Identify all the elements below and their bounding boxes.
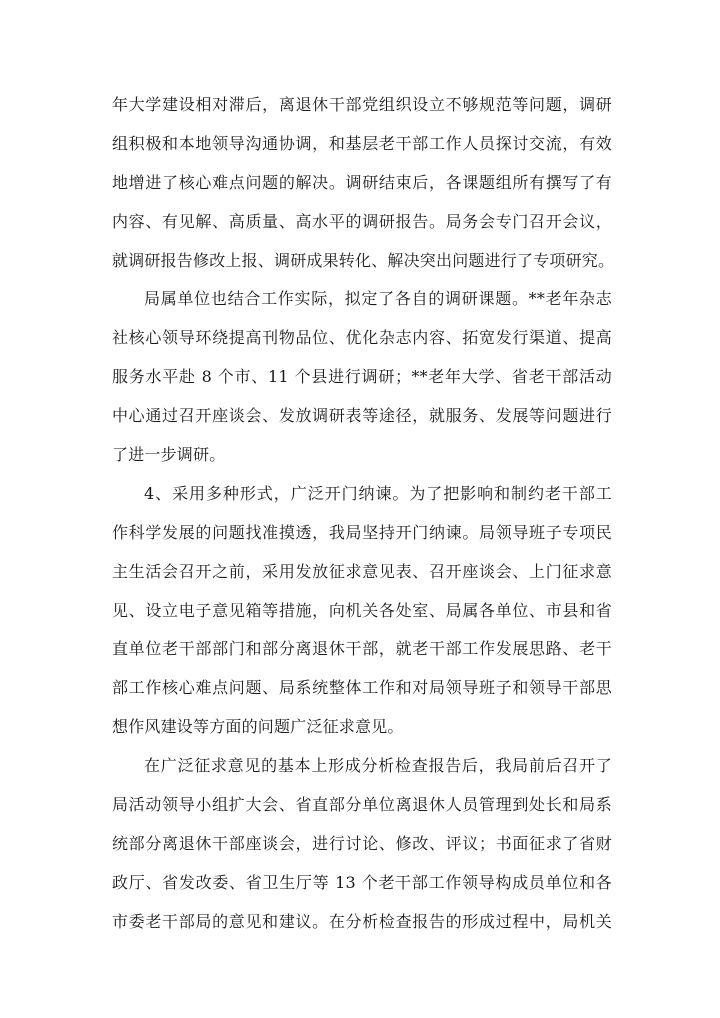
text-line: 地增进了核心难点问题的解决。调研结束后，各课题组所有撰写了有 bbox=[112, 172, 612, 192]
text-line: 就调研报告修改上报、调研成果转化、解决突出问题进行了专项研究。 bbox=[112, 250, 615, 270]
paragraph-start-line: 4、采用多种形式，广泛开门纳谏。为了把影响和制约老干部工 bbox=[144, 483, 612, 503]
text-line: 社核心领导环绕提高刊物品位、优化杂志内容、拓宽发行渠道、提高 bbox=[112, 328, 612, 348]
text-line: 服务水平赴 8 个市、11 个县进行调研；**老年大学、省老干部活动 bbox=[112, 367, 612, 387]
text-line: 主生活会召开之前，采用发放征求意见表、召开座谈会、上门征求意 bbox=[112, 561, 612, 581]
text-line: 年大学建设相对滞后，离退休干部党组织设立不够规范等问题，调研 bbox=[112, 95, 612, 114]
text-line: 政厅、省发改委、省卫生厅等 13 个老干部工作领导构成员单位和各 bbox=[112, 872, 612, 892]
text-line: 组积极和本地领导沟通协调，和基层老干部工作人员探讨交流，有效 bbox=[112, 133, 612, 153]
text-line: 内容、有见解、高质量、高水平的调研报告。局务会专门召开会议， bbox=[112, 211, 612, 231]
text-line: 直单位老干部部门和部分离退休干部，就老干部工作发展思路、老干 bbox=[112, 639, 612, 659]
text-line: 局活动领导小组扩大会、省直部分单位离退休人员管理到处长和局系 bbox=[112, 795, 612, 815]
text-line: 见、设立电子意见箱等措施，向机关各处室、局属各单位、市县和省 bbox=[112, 600, 612, 620]
paragraph-start-line: 局属单位也结合工作实际，拟定了各自的调研课题。**老年杂志 bbox=[144, 289, 612, 309]
text-line: 统部分离退休干部座谈会，进行讨论、修改、评议；书面征求了省财 bbox=[112, 833, 612, 853]
text-line: 市委老干部局的意见和建议。在分析检查报告的形成过程中，局机关 bbox=[112, 911, 612, 931]
paragraph-start-line: 在广泛征求意见的基本上形成分析检查报告后，我局前后召开了 bbox=[144, 756, 612, 776]
document-body bbox=[112, 86, 615, 942]
text-line: 部工作核心难点问题、局系统整体工作和对局领导班子和领导干部思 bbox=[112, 678, 612, 698]
text-line: 作科学发展的问题找准摸透，我局坚持开门纳谏。局领导班子专项民 bbox=[112, 522, 612, 542]
text-line: 想作风建设等方面的问题广泛征求意见。 bbox=[112, 717, 404, 737]
text-line: 中心通过召开座谈会、发放调研表等途径，就服务、发展等问题进行 bbox=[112, 406, 612, 426]
text-line: 了进一步调研。 bbox=[112, 445, 226, 465]
